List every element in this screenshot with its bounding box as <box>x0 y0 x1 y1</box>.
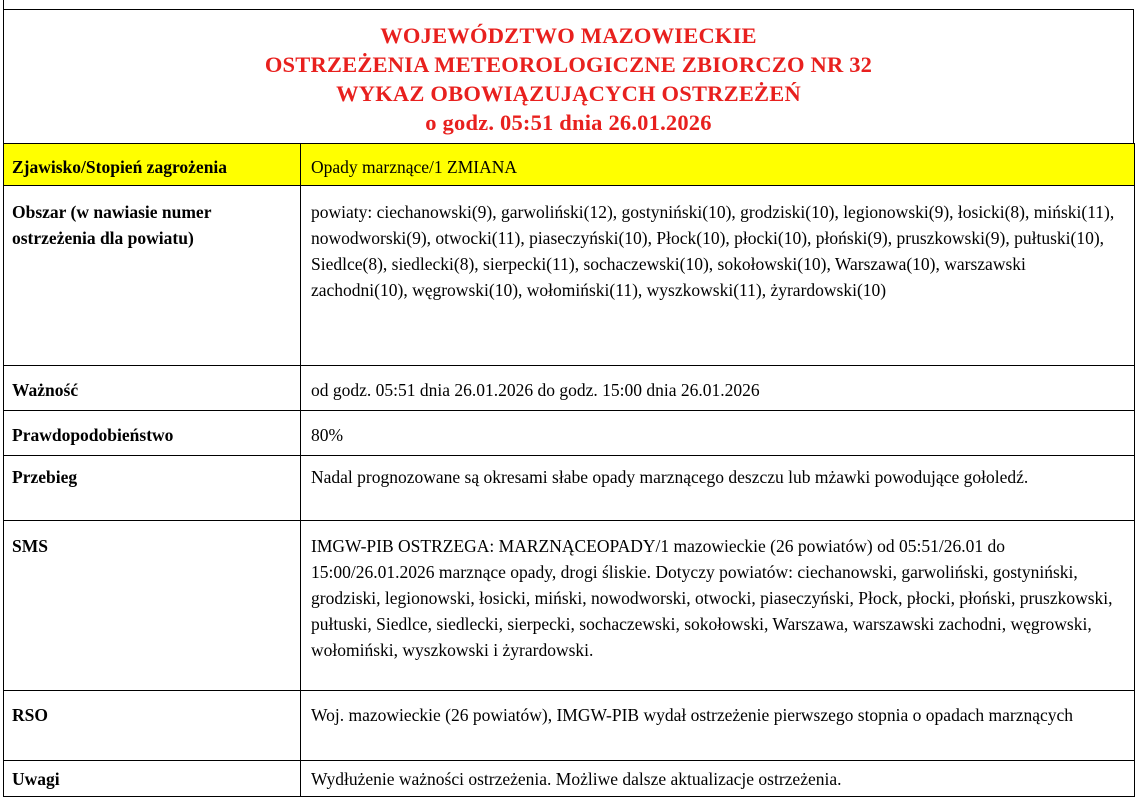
row-label: SMS <box>4 521 301 691</box>
row-label: Uwagi <box>4 761 301 797</box>
row-value: Opady marznące/1 ZMIANA <box>301 144 1135 186</box>
table-row-area <box>4 186 1135 366</box>
table-row-notes <box>4 761 1135 797</box>
row-value: Woj. mazowieckie (26 powiatów), IMGW-PIB wydał ostrzeżenie pierwszego stopnia o opadach marznących <box>301 691 1135 761</box>
table-row-rso <box>4 691 1135 761</box>
document-header <box>3 9 1134 143</box>
table-row-course <box>4 456 1135 521</box>
row-value: powiaty: ciechanowski(9), garwoliński(12), gostyniński(10), grodziski(10), legionowski(9), łosicki(8), miński(11), nowodworski(9), otwocki(11), piaseczyński(10), Płock(10), płocki(10), płoński(9), pruszkowski(9), pułtuski(10), Siedlce(8), siedlecki(8), sierpecki(11), sochaczewski(10), sokołowski(10), Warszawa(10), warszawski zachodni(10), węgrowski(10), wołomiński(11), wyszkowski(11), żyrardowski(10) <box>301 186 1135 366</box>
list-title: WYKAZ OBOWIĄZUJĄCYCH OSTRZEŻEŃ <box>336 81 801 106</box>
row-label: RSO <box>4 691 301 761</box>
warning-document <box>3 9 1134 797</box>
row-label: Prawdopodobieństwo <box>4 411 301 456</box>
warnings-title: OSTRZEŻENIA METEOROLOGICZNE ZBIORCZO NR 32 <box>264 52 873 77</box>
row-label: Zjawisko/Stopień zagrożenia <box>4 144 301 186</box>
row-label: Ważność <box>4 366 301 411</box>
issue-time: o godz. 05:51 dnia 26.01.2026 <box>425 110 712 135</box>
row-label: Przebieg <box>4 456 301 521</box>
row-value: Wydłużenie ważności ostrzeżenia. Możliwe dalsze aktualizacje ostrzeżenia. <box>301 761 1135 797</box>
row-value: 80% <box>301 411 1135 456</box>
row-label: Obszar (w nawiasie numer ostrzeżenia dla powiatu) <box>4 186 301 366</box>
warning-table <box>3 143 1135 797</box>
region-title: WOJEWÓDZTWO MAZOWIECKIE <box>380 23 757 48</box>
row-value: Nadal prognozowane są okresami słabe opady marznącego deszczu lub mżawki powodujące gołoledź. <box>301 456 1135 521</box>
table-row-validity <box>4 366 1135 411</box>
table-row-probability <box>4 411 1135 456</box>
row-value: IMGW-PIB OSTRZEGA: MARZNĄCEOPADY/1 mazowieckie (26 powiatów) od 05:51/26.01 do 15:00/26.01.2026 marznące opady, drogi śliskie. Dotyczy powiatów: ciechanowski, garwoliński, gostyniński, grodziski, legionowski, łosicki, miński, nowodworski, otwocki, piaseczyński, Płock, płocki, płoński, pruszkowski, pułtuski, Siedlce, siedlecki, sierpecki, sochaczewski, sokołowski, Warszawa, warszawski zachodni, węgrowski, wołomiński, wyszkowski i żyrardowski. <box>301 521 1135 691</box>
table-row-phenomenon <box>4 144 1135 186</box>
row-value: od godz. 05:51 dnia 26.01.2026 do godz. 15:00 dnia 26.01.2026 <box>301 366 1135 411</box>
table-row-sms <box>4 521 1135 691</box>
